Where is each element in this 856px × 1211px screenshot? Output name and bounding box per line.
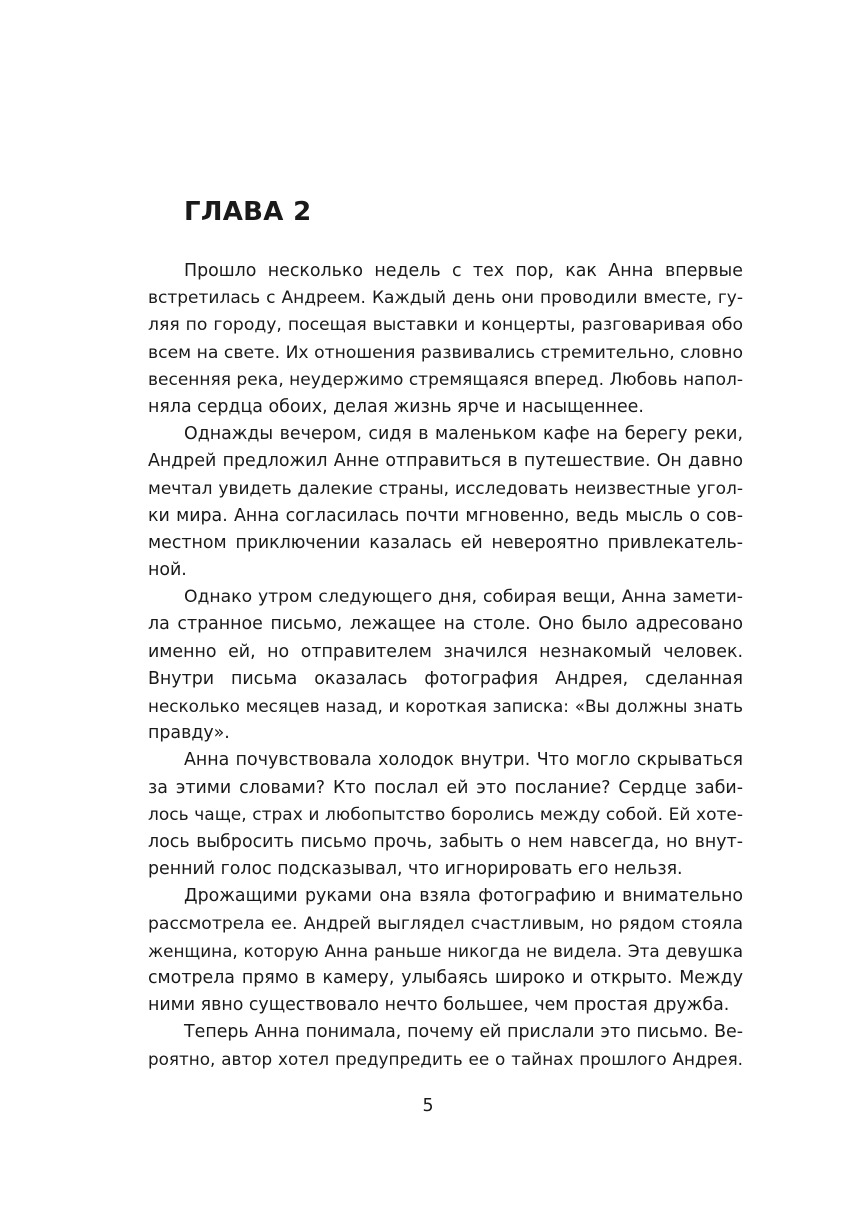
text-line: Однажды вечером, сидя в маленьком кафе на берегу реки, xyxy=(184,424,743,445)
text-line: ной. xyxy=(148,560,187,581)
text-line: мечтал увидеть далекие страны, исследовать неизвестные угол- xyxy=(148,478,743,499)
text-line: ла странное письмо, лежащее на столе. Оно было адресовано xyxy=(148,614,743,635)
text-line: правду». xyxy=(148,723,230,744)
text-line: весенняя река, неудержимо стремящаяся вперед. Любовь напол- xyxy=(148,369,743,390)
text-line: именно ей, но отправителем значился незнакомый человек. xyxy=(148,641,743,662)
body-text xyxy=(148,258,743,1074)
text-line: несколько месяцев назад, и короткая записка: «Вы должны знать xyxy=(148,696,743,716)
text-line: встретилась с Андреем. Каждый день они проводили вместе, гу- xyxy=(148,288,743,309)
text-line: Внутри письма оказалась фотография Андрея, сделанная xyxy=(148,668,743,689)
text-line: всем на свете. Их отношения развивались стремительно, словно xyxy=(148,342,743,363)
text-line: ки мира. Анна согласилась почти мгновенно, ведь мысль о сов- xyxy=(148,505,743,526)
page-number: 5 xyxy=(422,1096,434,1116)
text-line: за этими словами? Кто послал ей это послание? Сердце заби- xyxy=(148,777,743,798)
text-line: ляя по городу, посещая выставки и концерты, разговаривая обо xyxy=(148,315,743,336)
text-line: местном приключении казалась ей невероятно привлекатель- xyxy=(148,532,743,553)
text-line: няла сердца обоих, делая жизнь ярче и насыщеннее. xyxy=(148,396,644,417)
text-line: женщина, которую Анна раньше никогда не видела. Эта девушка xyxy=(148,940,743,961)
text-line: Анна почувствовала холодок внутри. Что могло скрываться xyxy=(184,750,743,771)
text-line: Теперь Анна понимала, почему ей прислали это письмо. Ве- xyxy=(184,1022,743,1043)
text-line: лось выбросить письмо прочь, забыть о нем навсегда, но внут- xyxy=(148,831,743,852)
text-line: смотрела прямо в камеру, улыбаясь широко и открыто. Между xyxy=(148,967,743,988)
text-line: Дрожащими руками она взяла фотографию и внимательно xyxy=(184,886,743,907)
text-line: ренний голос подсказывал, что игнорировать его нельзя. xyxy=(148,859,683,880)
text-line: Андрей предложил Анне отправиться в путешествие. Он давно xyxy=(148,451,743,472)
text-line: роятно, автор хотел предупредить ее о тайнах прошлого Андрея. xyxy=(148,1049,743,1070)
text-line: рассмотрела ее. Андрей выглядел счастливым, но рядом стояла xyxy=(148,913,743,934)
chapter-title: ГЛАВА 2 xyxy=(184,197,312,227)
text-line: Однако утром следующего дня, собирая вещи, Анна замети- xyxy=(184,587,743,608)
text-line: ними явно существовало нечто большее, чем простая дружба. xyxy=(148,995,730,1016)
text-line: Прошло несколько недель с тех пор, как Анна впервые xyxy=(184,261,743,281)
text-line: лось чаще, страх и любопытство боролись между собой. Ей хоте- xyxy=(148,804,743,825)
